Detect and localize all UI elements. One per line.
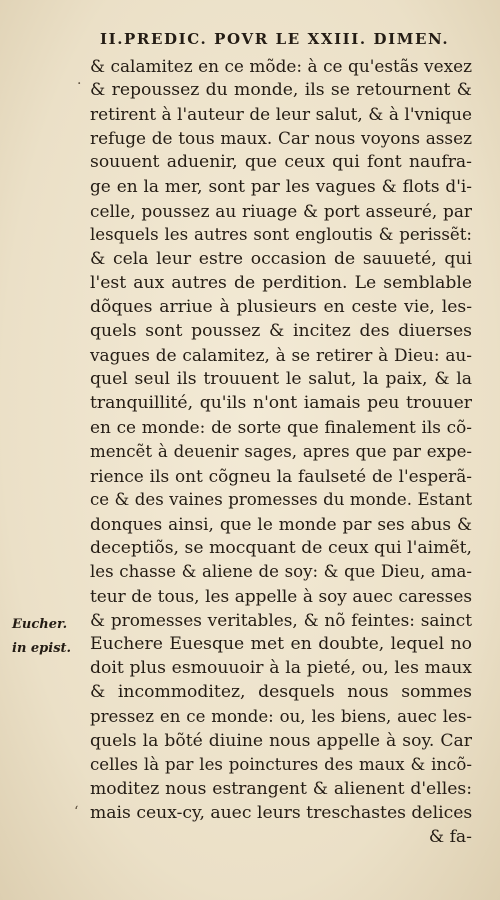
text-line: doit plus esmouuoir à la pieté, ou, les maux [90,658,472,679]
text-line: mais ceux-cy, auec leurs treschastes delices [90,802,473,823]
text-line: quel seul ils trouuent le salut, la paix, & la [90,369,472,390]
text-line: teur de tous, les appelle à soy auec caresses [90,586,472,607]
text-line: pressez en ce monde: ou, les biens, auec les- [90,706,472,726]
text-line: dõques arriue à plusieurs en ceste vie, les- [90,296,472,317]
text-line: & cela leur estre occasion de sauueté, qui [90,248,472,269]
catchword: & fa- [428,827,472,847]
text-line: & incommoditez, desquels nous sommes [90,682,472,703]
text-line: lesquels les autres sont engloutis & perissẽt: [90,224,472,244]
text-line: celles là par les poinctures des maux & incõ- [90,754,472,774]
text-line: tranquillité, qu'ils n'ont iamais peu trouuer [90,393,472,414]
text-line: quels la bõté diuine nous appelle à soy. Car [90,730,472,751]
margin-tick-mark: ʻ [74,804,79,820]
margin-note-author: Eucher. [12,617,68,632]
text-line: Euchere Euesque met en doubte, lequel no [90,634,472,655]
text-line: rience ils ont cõgneu la faulseté de l'esperã- [90,465,472,486]
text-line: vagues de calamitez, à se retirer à Dieu: au- [90,345,472,366]
text-line: & promesses veritables, & nõ feintes: sainct [90,610,472,631]
text-line: en ce monde: de sorte que finalement ils cõ- [90,417,472,438]
margin-dot-mark: · [77,76,82,92]
text-line: donques ainsi, que le monde par ses abus & [90,513,472,534]
text-line: les chasse & aliene de soy: & que Dieu, ama- [90,561,472,581]
text-line: ge en la mer, sont par les vagues & flots d'i- [90,176,472,197]
margin-note-source: in epist. [12,641,72,656]
text-line: l'est aux autres de perdition. Le semblable [90,272,472,293]
text-line: ce & des vaines promesses du monde. Estant [90,489,472,509]
text-line: souuent aduenir, que ceux qui font naufra- [90,152,472,173]
running-header: II.PREDIC. POVR LE XXIII. DIMEN. [100,30,450,48]
body-text-block [90,54,472,849]
text-line: & repoussez du monde, ils se retournent & [90,80,472,101]
text-line: retirent à l'auteur de leur salut, & à l'vnique [90,104,472,125]
text-line: refuge de tous maux. Car nous voyons assez [90,128,472,149]
text-line: celle, poussez au riuage & port asseuré, par [90,200,472,221]
text-line: quels sont poussez & incitez des diuerses [90,321,472,342]
text-line: moditez nous estrangent & alienent d'elles: [90,778,472,799]
text-line: mencẽt à deuenir sages, apres que par expe- [90,441,472,461]
text-line: & calamitez en ce mõde: à ce qu'estãs vexez [90,56,472,76]
text-line: deceptiõs, se mocquant de ceux qui l'aimẽt, [90,537,472,558]
